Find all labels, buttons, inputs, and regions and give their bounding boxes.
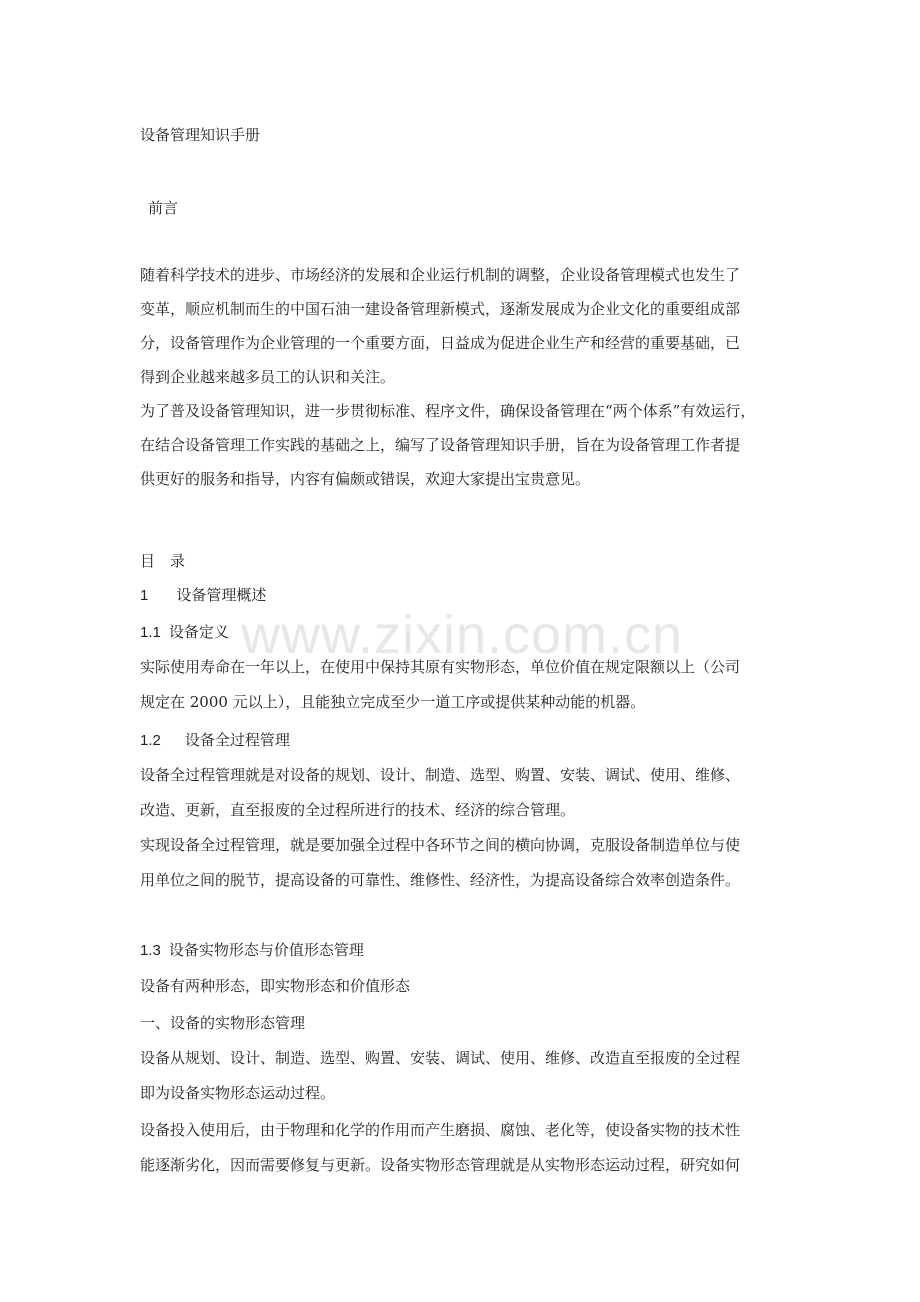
- watermark: www.zixin.com.cn: [240, 605, 684, 665]
- body-line: 设备投入使用后，由于物理和化学的作用而产生磨损、腐蚀、老化等，使设备实物的技术性: [140, 1121, 741, 1139]
- body-line: 设备全过程管理就是对设备的规划、设计、制造、选型、购置、安装、调试、使用、维修、: [140, 766, 741, 784]
- section-number: 1: [140, 587, 149, 604]
- section-title: 设备定义: [168, 623, 229, 641]
- body-line: 用单位之间的脱节，提高设备的可靠性、维修性、经济性，为提高设备综合效率创造条件。: [140, 871, 741, 889]
- body-line: 实际使用寿命在一年以上，在使用中保持其原有实物形态，单位价值在规定限额以上（公司: [140, 658, 741, 676]
- section-number: 1.1: [140, 624, 161, 641]
- subheading-line: 一、设备的实物形态管理: [140, 1014, 306, 1032]
- preface-line: 随着科学技术的进步、市场经济的发展和企业运行机制的调整，企业设备管理模式也发生了: [140, 266, 741, 284]
- body-line: 能逐渐劣化，因而需要修复与更新。设备实物形态管理就是从实物形态运动过程，研究如何: [140, 1156, 741, 1174]
- toc-heading: 目 录: [140, 552, 186, 570]
- document-title: 设备管理知识手册: [140, 126, 261, 144]
- preface-line: 供更好的服务和指导，内容有偏颇或错误，欢迎大家提出宝贵意见。: [140, 470, 591, 488]
- preface-line: 得到企业越来越多员工的认识和关注。: [140, 368, 396, 386]
- section-1-2-heading: [140, 723, 785, 758]
- section-number: 1.3: [140, 942, 161, 959]
- body-line: 改造、更新，直至报废的全过程所进行的技术、经济的综合管理。: [140, 801, 576, 819]
- body-line: 实现设备全过程管理，就是要加强全过程中各环节之间的横向协调，克服设备制造单位与使: [140, 836, 741, 854]
- section-title: 设备管理概述: [176, 586, 267, 604]
- section-number: 1.2: [140, 732, 161, 749]
- preface-heading: 前言: [148, 199, 179, 217]
- body-line: 设备从规划、设计、制造、选型、购置、安装、调试、使用、维修、改造直至报废的全过程: [140, 1049, 741, 1067]
- preface-line: 为了普及设备管理知识，进一步贯彻标准、程序文件，确保设备管理在“两个体系”有效运行，: [140, 402, 756, 420]
- body-line: 即为设备实物形态运动过程。: [140, 1084, 336, 1102]
- preface-line: 变革，顺应机制而生的中国石油一建设备管理新模式，逐渐发展成为企业文化的重要组成部: [140, 300, 741, 318]
- preface-line: 分，设备管理作为企业管理的一个重要方面，日益成为促进企业生产和经营的重要基础，已: [140, 334, 741, 352]
- section-1-3-heading: [140, 933, 785, 968]
- section-title: 设备实物形态与价值形态管理: [168, 941, 364, 959]
- body-line: 规定在 2000 元以上），且能独立完成至少一道工序或提供某种动能的机器。: [140, 693, 646, 711]
- preface-line: 在结合设备管理工作实践的基础之上，编写了设备管理知识手册，旨在为设备管理工作者提: [140, 436, 741, 454]
- body-line: 设备有两种形态，即实物形态和价值形态: [140, 977, 411, 995]
- section-title: 设备全过程管理: [184, 731, 290, 749]
